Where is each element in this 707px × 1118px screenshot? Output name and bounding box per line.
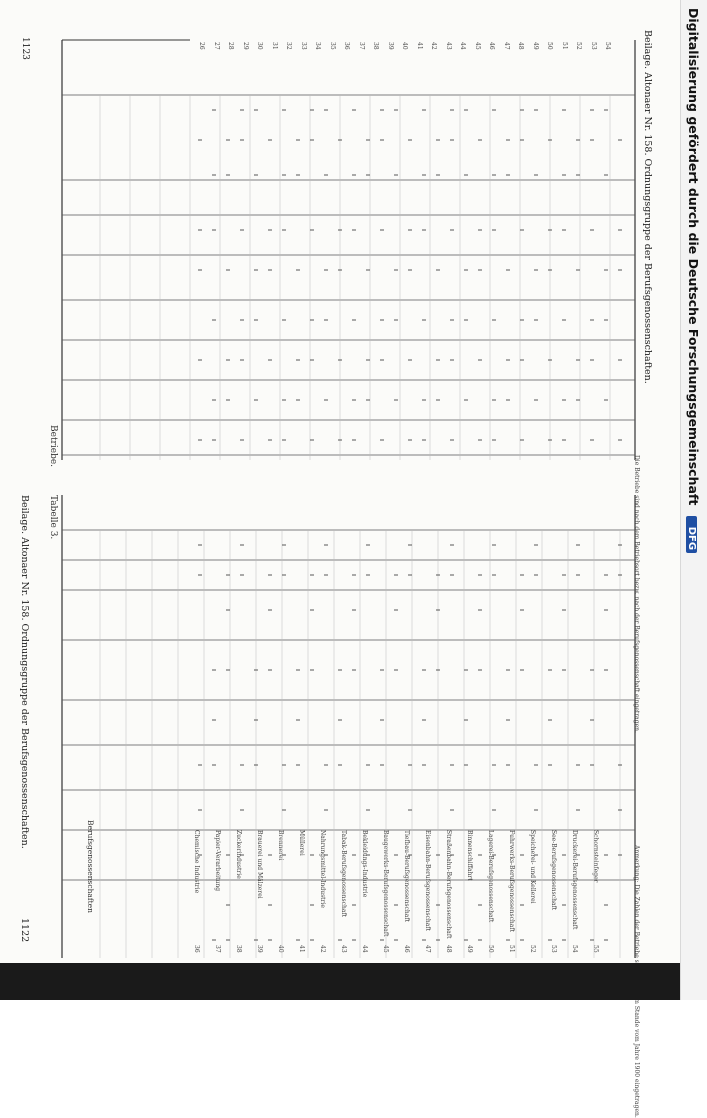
left-row-number: 43	[340, 945, 347, 953]
right-row-number: 31	[270, 42, 278, 50]
left-row-number: 54	[571, 945, 578, 953]
left-row-number: 47	[424, 945, 431, 953]
left-row-number: 38	[235, 945, 242, 953]
left-row-number: 42	[319, 945, 326, 953]
right-row-number: 29	[241, 42, 249, 50]
left-row-label: Tabak-Berufsgenossenschaft	[340, 830, 347, 918]
left-row-label: Straßenbahn-Berufsgenossenschaft	[445, 830, 452, 939]
left-row-label: Eisenbahn-Berufsgenossenschaft	[424, 830, 431, 931]
left-row-label: Schornsteinfeger	[592, 830, 599, 883]
left-row-number: 49	[466, 945, 473, 953]
left-row-label: Bekleidungs-Industrie	[361, 830, 368, 898]
left-row-number: 53	[550, 945, 557, 953]
right-page-section: Betriebe.	[48, 425, 58, 468]
left-row-label: Brauerei und Mälzerei	[256, 830, 263, 899]
left-row-label: Speicherei- und Kellerei	[529, 830, 536, 904]
left-page-running-head: Beilage. Altonaer Nr. 158. Ordnungsgruppe der Berufsgenossenschaften.	[19, 495, 30, 849]
right-row-number: 35	[328, 42, 336, 50]
left-row-label: Lagerei-Berufsgenossenschaft	[487, 830, 494, 923]
right-row-number: 30	[256, 42, 263, 50]
left-row-number: 52	[529, 945, 536, 953]
right-row-number: 28	[227, 42, 234, 50]
left-row-number: 51	[508, 945, 515, 953]
left-row-number: 36	[193, 945, 200, 953]
left-page-column-title: Berufsgenossenschaften	[86, 820, 95, 913]
right-row-number: 51	[560, 42, 568, 50]
right-row-number: 27	[212, 42, 220, 50]
right-row-number: 52	[575, 42, 582, 50]
right-row-number: 42	[430, 42, 437, 50]
right-row-number: 40	[401, 42, 408, 50]
left-row-number: 40	[277, 945, 284, 953]
dfg-banner-text: Digitalisierung gefördert durch die Deutsche Forschungsgemeinschaft	[686, 8, 701, 506]
left-row-label: Nahrungsmittel-Industrie	[319, 830, 326, 908]
right-row-number: 46	[488, 42, 495, 50]
right-row-number: 38	[372, 42, 379, 50]
right-row-number: 37	[357, 42, 365, 50]
left-row-number: 50	[487, 945, 494, 953]
left-row-label: Zuckerindustrie	[235, 830, 242, 879]
left-row-number: 41	[298, 945, 305, 953]
right-row-number: 33	[299, 42, 307, 50]
right-page-footnote: Die Betriebe sind nach dem Betriebsort bezw. nach der Berufsgenossenschaft eingetragen.	[633, 455, 640, 733]
left-row-number: 46	[403, 945, 410, 953]
right-row-number: 54	[604, 42, 611, 50]
right-row-number: 43	[444, 42, 452, 50]
right-page-number-label: 1123	[20, 37, 30, 60]
left-row-number: 37	[214, 945, 221, 953]
left-row-label: See-Berufsgenossenschaft	[550, 830, 557, 911]
left-row-label: Binnenschiffahrt	[466, 830, 473, 881]
right-row-number: 32	[285, 42, 292, 50]
left-row-number: 45	[382, 945, 389, 953]
dfg-logo-icon: DFG	[686, 516, 697, 553]
left-row-label: Baugewerks-Berufsgenossenschaft	[382, 830, 389, 937]
left-row-label: Chemische Industrie	[193, 830, 200, 894]
right-row-number: 53	[589, 42, 597, 50]
right-row-number: 36	[343, 42, 350, 50]
left-row-number: 55	[592, 945, 599, 953]
left-row-label: Brennerei	[277, 830, 284, 861]
dfg-banner	[686, 0, 707, 1000]
right-row-number: 41	[415, 42, 423, 50]
right-row-number: 44	[459, 42, 466, 50]
left-page-section: Tabelle 3.	[48, 495, 58, 540]
right-row-number: 26	[198, 42, 205, 50]
left-row-label: Papier-Verarbeitung	[214, 830, 221, 892]
left-row-number: 44	[361, 945, 368, 953]
right-page-running-head: Beilage. Altonaer Nr. 158. Ordnungsgruppe der Berufsgenossenschaften.	[642, 30, 653, 384]
left-page-number: 1122	[19, 918, 30, 943]
left-row-label: Müllerei	[298, 830, 305, 856]
right-row-number: 48	[517, 42, 524, 50]
right-row-number: 49	[531, 42, 539, 50]
left-row-label: Tiefbau-Berufsgenossenschaft	[403, 830, 410, 922]
right-row-number: 50	[546, 42, 553, 50]
right-row-number: 39	[386, 42, 394, 50]
left-row-number: 39	[256, 945, 263, 953]
right-row-number: 45	[473, 42, 481, 50]
left-row-label: Fuhrwerks-Berufsgenossenschaft	[508, 830, 515, 933]
left-row-number: 48	[445, 945, 452, 953]
right-row-number: 47	[502, 42, 510, 50]
scan-bottom-edge	[0, 963, 707, 1000]
left-row-label: Druckerei-Berufsgenossenschaft	[571, 830, 578, 930]
right-row-number: 34	[314, 42, 321, 50]
